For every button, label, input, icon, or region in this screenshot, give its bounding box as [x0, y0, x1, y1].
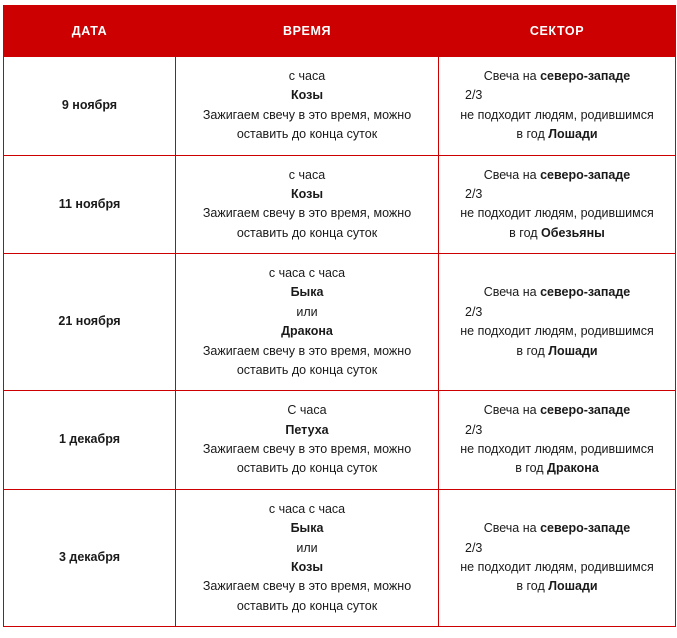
time-note-line-1: Зажигаем свечу в это время, можно — [202, 579, 412, 594]
sector-year: в год Лошади — [516, 343, 598, 358]
cell-sector — [439, 489, 676, 626]
column-header-sector: СЕКТОР — [439, 6, 676, 57]
cell-sector — [439, 57, 676, 156]
time-prefix: С часа — [287, 403, 327, 418]
table-row — [4, 489, 676, 626]
table-body — [4, 57, 676, 627]
time-note-line-2: оставить до конца суток — [236, 461, 378, 476]
time-note-line-1: Зажигаем свечу в это время, можно — [202, 343, 412, 358]
table-row — [4, 254, 676, 391]
cell-time — [176, 391, 439, 490]
sector-fraction: 2/3 — [465, 88, 483, 103]
cell-time — [176, 489, 439, 626]
table-row — [4, 57, 676, 156]
sector-warning: не подходит людям, родившимся — [460, 442, 654, 456]
time-note-line-2: оставить до конца суток — [236, 362, 378, 377]
time-note-line-2: оставить до конца суток — [236, 127, 378, 142]
table-header — [4, 6, 676, 57]
sector-direction: Свеча на северо-западе — [483, 285, 631, 300]
time-animal-primary: Петуха — [285, 422, 329, 437]
sector-direction: Свеча на северо-западе — [483, 167, 631, 182]
table-row — [4, 155, 676, 254]
time-note-line-1: Зажигаем свечу в это время, можно — [202, 107, 412, 122]
cell-date: 3 декабря — [4, 489, 176, 626]
sector-warning: не подходит людям, родившимся — [460, 206, 654, 221]
sector-year: в год Обезьяны — [509, 225, 605, 240]
column-header-date: ДАТА — [4, 6, 176, 57]
schedule-table-container — [0, 5, 677, 627]
column-header-time: ВРЕМЯ — [176, 6, 439, 57]
time-prefix: с часа с часа — [268, 501, 346, 516]
cell-date: 11 ноября — [4, 155, 176, 254]
time-animal-primary: Козы — [291, 88, 323, 103]
sector-fraction: 2/3 — [465, 540, 483, 555]
time-prefix: с часа — [288, 69, 326, 83]
time-conjunction: или — [296, 304, 318, 319]
sector-warning: не подходит людям, родившимся — [460, 559, 654, 574]
cell-sector — [439, 155, 676, 254]
sector-fraction: 2/3 — [465, 304, 483, 319]
sector-warning: не подходит людям, родившимся — [460, 324, 654, 339]
time-note-line-2: оставить до конца суток — [236, 225, 378, 240]
sector-fraction: 2/3 — [465, 422, 483, 437]
time-note-line-1: Зажигаем свечу в это время, можно — [202, 206, 412, 221]
cell-time — [176, 254, 439, 391]
sector-direction: Свеча на северо-западе — [483, 403, 631, 418]
time-conjunction: или — [296, 540, 318, 555]
cell-date: 9 ноября — [4, 57, 176, 156]
sector-direction: Свеча на северо-западе — [483, 69, 631, 83]
table-row — [4, 391, 676, 490]
time-note-line-2: оставить до конца суток — [236, 598, 378, 613]
time-animal-primary: Быка — [290, 285, 324, 300]
sector-year: в год Лошади — [516, 579, 598, 594]
cell-date: 1 декабря — [4, 391, 176, 490]
time-note-line-1: Зажигаем свечу в это время, можно — [202, 442, 412, 456]
cell-date: 21 ноября — [4, 254, 176, 391]
table-header-row — [4, 6, 676, 57]
cell-time — [176, 57, 439, 156]
cell-sector — [439, 391, 676, 490]
time-animal-secondary: Дракона — [281, 324, 333, 339]
time-prefix: с часа — [288, 167, 326, 182]
sector-year: в год Лошади — [516, 127, 598, 142]
time-animal-primary: Козы — [291, 186, 323, 201]
time-animal-secondary: Козы — [291, 559, 323, 574]
candle-schedule-table — [3, 5, 676, 627]
cell-sector — [439, 254, 676, 391]
sector-year: в год Дракона — [515, 461, 599, 476]
sector-warning: не подходит людям, родившимся — [460, 107, 654, 122]
time-prefix: с часа с часа — [268, 266, 346, 280]
cell-time — [176, 155, 439, 254]
sector-fraction: 2/3 — [465, 186, 483, 201]
time-animal-primary: Быка — [290, 521, 324, 536]
sector-direction: Свеча на северо-западе — [483, 521, 631, 536]
